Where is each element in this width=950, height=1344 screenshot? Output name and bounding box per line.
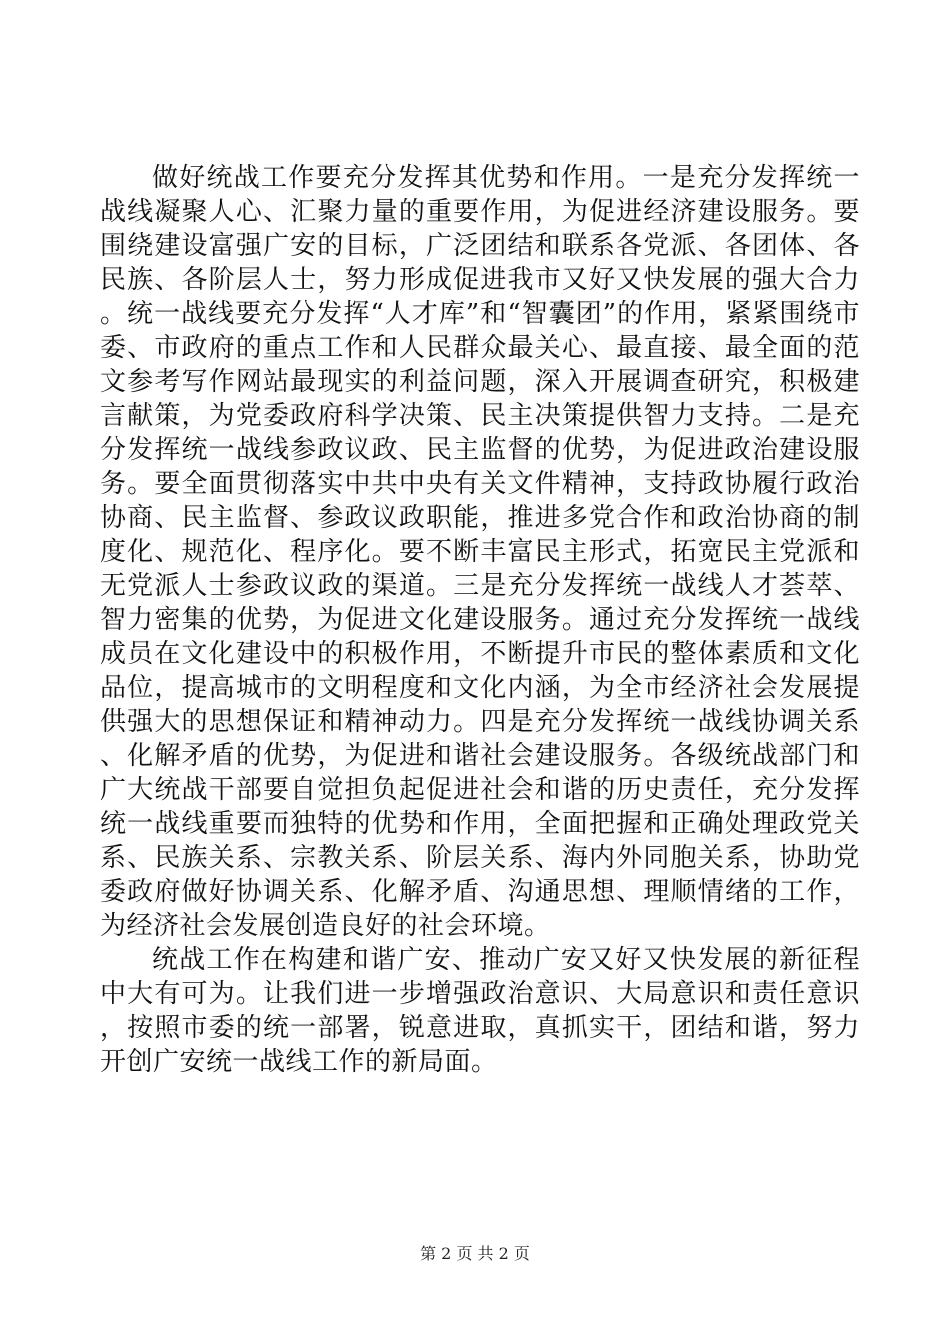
page-number-footer: 第 2 页 共 2 页 [420,1244,530,1263]
document-body [100,161,860,1079]
paragraph-1: 做好统战工作要充分发挥其优势和作用。一是充分发挥统一战线凝聚人心、汇聚力量的重要作用，为促进经济建设服务。要围绕建设富强广安的目标，广泛团结和联系各党派、各团体、各民族、各阶层人士，努力形成促进我市又好又快发展的强大合力。统一战线要充分发挥“人才库”和“智囊团”的作用，紧紧围绕市委、市政府的重点工作和人民群众最关心、最直接、最全面的范文参考写作网站最现实的利益问题，深入开展调查研究，积极建言献策，为党委政府科学决策、民主决策提供智力支持。二是充分发挥统一战线参政议政、民主监督的优势，为促进政治建设服务。要全面贯彻落实中共中央有关文件精神，支持政协履行政治协商、民主监督、参政议政职能，推进多党合作和政治协商的制度化、规范化、程序化。要不断丰富民主形式，拓宽民主党派和无党派人士参政议政的渠道。三是充分发挥统一战线人才荟萃、智力密集的优势，为促进文化建设服务。通过充分发挥统一战线成员在文化建设中的积极作用，不断提升市民的整体素质和文化品位，提高城市的文明程度和文化内涵，为全市经济社会发展提供强大的思想保证和精神动力。四是充分发挥统一战线协调关系、化解矛盾的优势，为促进和谐社会建设服务。各级统战部门和广大统战干部要自觉担负起促进社会和谐的历史责任，充分发挥统一战线重要而独特的优势和作用，全面把握和正确处理政党关系、民族关系、宗教关系、阶层关系、海内外同胞关系，协助党委政府做好协调关系、化解矛盾、沟通思想、理顺情绪的工作，为经济社会发展创造良好的社会环境。 [100,163,860,941]
paragraph-2: 统战工作在构建和谐广安、推动广安又好又快发展的新征程中大有可为。让我们进一步增强政治意识、大局意识和责任意识，按照市委的统一部署，锐意进取，真抓实干，团结和谐，努力开创广安统一战线工作的新局面。 [100,945,860,1077]
